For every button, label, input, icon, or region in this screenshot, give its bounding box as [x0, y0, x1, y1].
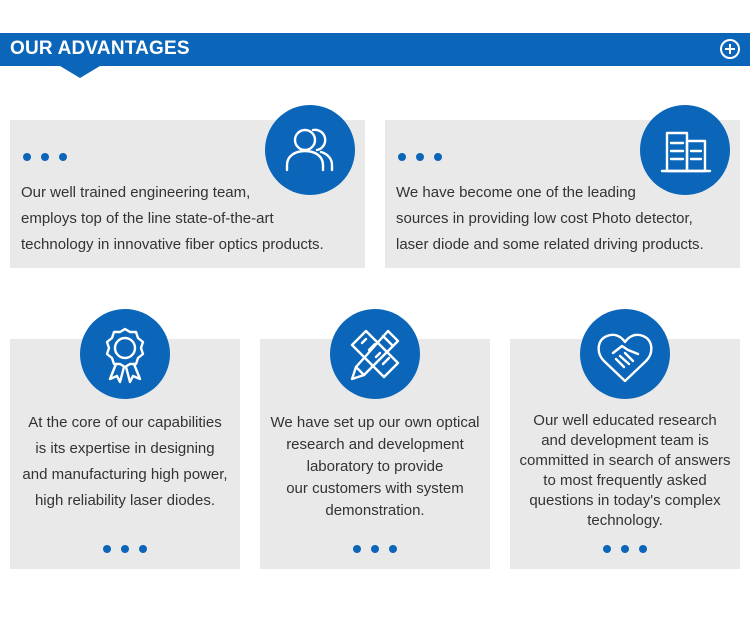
- plus-circle-icon[interactable]: [720, 39, 740, 59]
- dots-decoration: [103, 545, 147, 553]
- award-ribbon-icon: [80, 309, 170, 399]
- dots-decoration: [398, 153, 442, 161]
- dots-decoration: [23, 153, 67, 161]
- card-text: Our well trained engineering team, employs top of the line state-of-the-art technology in innovative fiber optics products.: [21, 184, 324, 253]
- building-icon: [640, 105, 730, 195]
- card-text: Our well educated research and development team is committed in search of answers to most frequently asked questions in today's complex technology.: [519, 412, 731, 529]
- pencil-ruler-icon: [330, 309, 420, 399]
- dots-decoration: [353, 545, 397, 553]
- section-title: OUR ADVANTAGES: [10, 38, 190, 59]
- card-text: We have become one of the leading sources in providing low cost Photo detector, laser diode and some related driving products.: [396, 184, 704, 253]
- card-text: At the core of our capabilities is its expertise in designing and manufacturing high power, high reliability laser diodes.: [22, 414, 228, 509]
- team-icon: [265, 105, 355, 195]
- heart-handshake-icon: [580, 309, 670, 399]
- dots-decoration: [603, 545, 647, 553]
- card-text: We have set up our own optical research and development laboratory to provide our customers with system demonstration.: [270, 414, 480, 519]
